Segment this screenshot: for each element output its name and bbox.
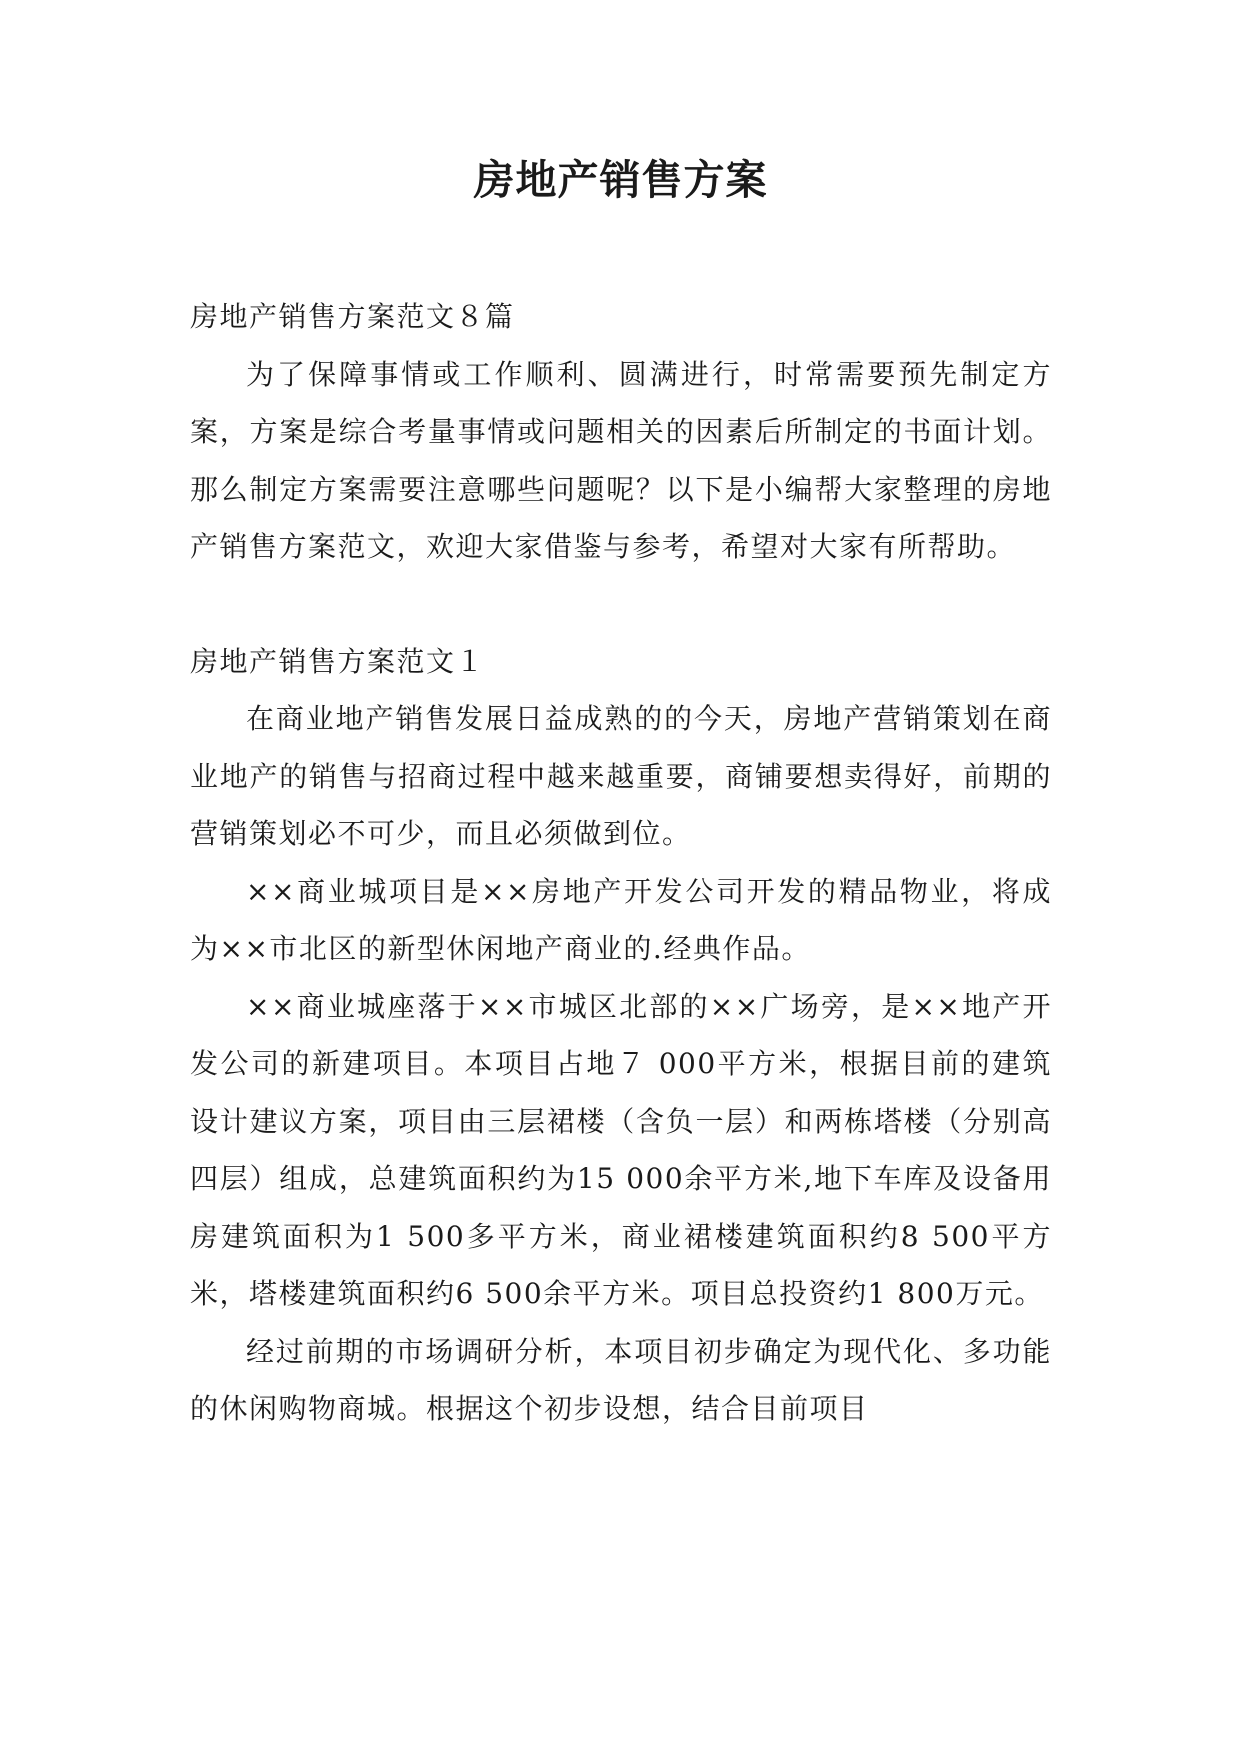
body-paragraph: ××商业城座落于××市城区北部的××广场旁，是××地产开发公司的新建项目。本项目占地７ 000平方米，根据目前的建筑设计建议方案，项目由三层裙楼（含负一层）和两栋塔楼（分别高四层）组成，总建筑面积约为15 000余平方米,地下车库及设备用房建筑面积为1 500多平方米，商业裙楼建筑面积约8 500平方米，塔楼建筑面积约6 500余平方米。项目总投资约1 800万元。 xyxy=(190,989,1052,1310)
body-paragraph: 在商业地产销售发展日益成熟的的今天，房地产营销策划在商业地产的销售与招商过程中越来越重要，商铺要想卖得好，前期的营销策划必不可少，而且必须做到位。 xyxy=(190,702,1052,850)
body-paragraph: ××商业城项目是××房地产开发公司开发的精品物业，将成为××市北区的新型休闲地产商业的.经典作品。 xyxy=(190,874,1052,965)
document-title: 房地产销售方案 xyxy=(473,156,768,204)
document-body xyxy=(190,288,1052,1438)
intro-paragraph: 为了保障事情或工作顺利、圆满进行，时常需要预先制定方案，方案是综合考量事情或问题相关的因素后所制定的书面计划。那么制定方案需要注意哪些问题呢？以下是小编帮大家整理的房地产销售方案范文，欢迎大家借鉴与参考，希望对大家有所帮助。 xyxy=(190,357,1052,563)
body-paragraph: 经过前期的市场调研分析，本项目初步确定为现代化、多功能的休闲购物商城。根据这个初步设想，结合目前项目 xyxy=(190,1334,1052,1425)
section-spacer xyxy=(190,576,1052,633)
section-heading: 房地产销售方案范文１ xyxy=(190,644,486,678)
collection-heading: 房地产销售方案范文８篇 xyxy=(190,300,515,333)
